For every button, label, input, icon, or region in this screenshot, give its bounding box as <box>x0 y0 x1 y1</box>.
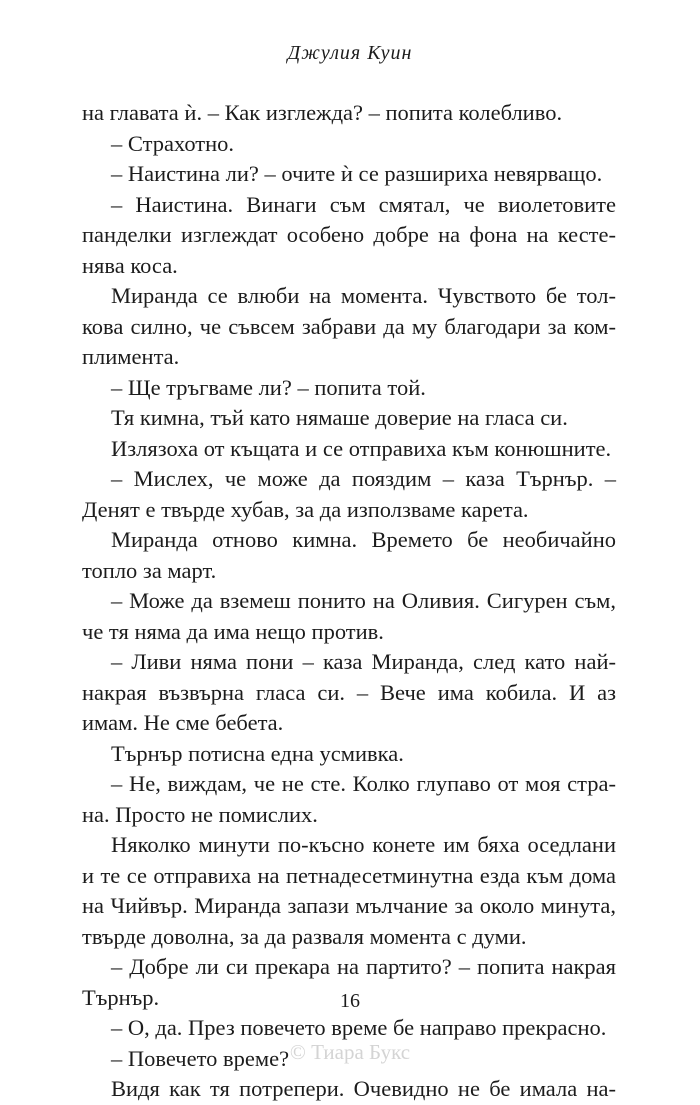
text-line: – Наистина ли? – очите ѝ се разшириха невярващо. <box>111 161 603 186</box>
text-line: Тя кимна, тъй като нямаше доверие на гласа си. <box>111 405 568 430</box>
text-line: че тя няма да има нещо против. <box>82 618 384 644</box>
text-line: Няколко минути по-късно конете им бяха оседлани <box>111 832 616 857</box>
running-header-author: Джулия Куин <box>287 42 413 64</box>
text-line: – Мислех, че може да пояздим – каза Търнър. – <box>111 466 616 491</box>
text-line: Миранда се влюби на момента. Чувството бе тол- <box>111 283 616 308</box>
body-text <box>82 98 616 1105</box>
text-line: и те се отправиха на петнадесетминутна езда към дома <box>82 862 616 888</box>
text-line: – Не, виждам, че не сте. Колко глупаво от моя стра- <box>111 771 616 796</box>
text-line: – Наистина. Винаги съм смятал, че виолетовите <box>111 191 616 217</box>
text-line: – Повечето време? <box>111 1045 290 1071</box>
text-line: на. Просто не помислих. <box>82 801 318 827</box>
text-line: кова силно, че съвсем забрави да му благодари за ком- <box>82 313 616 339</box>
text-line: – Ливи няма пони – каза Миранда, след като най- <box>111 649 616 674</box>
text-line: Видя как тя потрепери. Очевидно не бе имала на- <box>111 1076 616 1101</box>
copyright-watermark: © Тиара Букс <box>289 1040 411 1064</box>
text-line: панделки изглеждат особено добре на фона на кесте- <box>82 222 616 247</box>
text-line: топло за март. <box>82 557 217 583</box>
text-line: накрая възвърна гласа си. – Вече има кобила. И аз <box>82 679 616 705</box>
text-line: Излязоха от къщата и се отправиха към конюшните. <box>111 435 612 461</box>
text-line: твърде доволна, за да разваля момента с думи. <box>82 923 527 949</box>
text-line: – Ще тръгваме ли? – попита той. <box>111 374 426 400</box>
text-line: плимента. <box>82 344 180 369</box>
text-line: Търнър. <box>82 984 160 1010</box>
text-line: имам. Не сме бебета. <box>82 710 284 735</box>
text-line: Търнър потисна една усмивка. <box>111 740 404 766</box>
text-line: Денят е твърде хубав, за да използваме карета. <box>82 496 529 522</box>
text-line: – О, да. През повечето време бе направо прекрасно. <box>111 1015 607 1040</box>
text-line: Миранда отново кимна. Времето бе необичайно <box>111 527 616 552</box>
text-line: нява коса. <box>82 252 178 278</box>
text-line: – Добре ли си прекара на партито? – попита накрая <box>111 954 616 979</box>
text-line: на главата ѝ. – Как изглежда? – попита колебливо. <box>82 100 563 125</box>
text-line: – Може да вземеш понито на Оливия. Сигурен съм, <box>111 588 616 613</box>
text-line: – Страхотно. <box>111 130 235 156</box>
text-line: на Чийвър. Миранда запази мълчание за около минута, <box>82 893 616 918</box>
page-number: 16 <box>340 990 360 1012</box>
